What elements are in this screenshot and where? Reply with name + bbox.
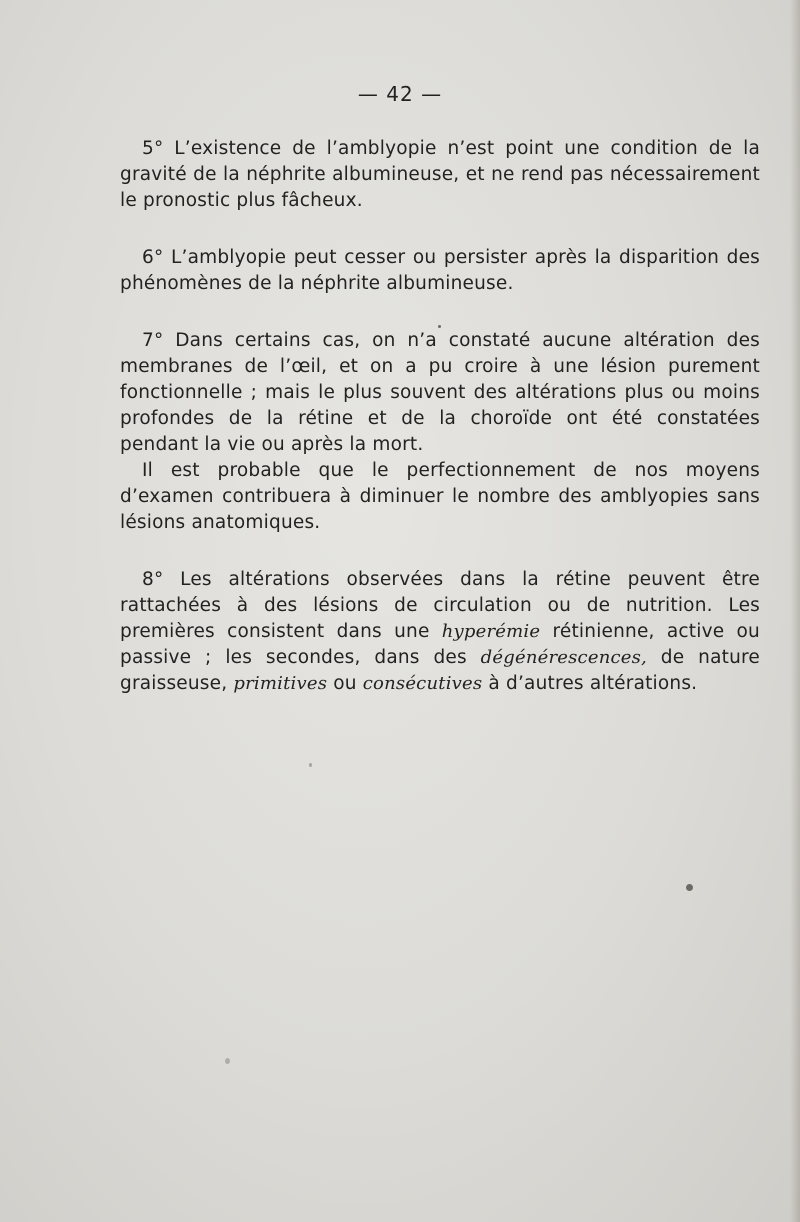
paragraph-8-italic-degenerescences: dégénérescences, — [480, 647, 647, 668]
paragraph-8-italic-consecutives: consécutives — [362, 673, 483, 694]
paper-speck — [225, 1058, 230, 1064]
paragraph-8-text-3: de nature graisseuse, — [120, 647, 760, 694]
paragraph-5: 5° L’existence de l’amblyopie n’est point une condition de la gravité de la néphrite albumineuse, et ne rend pas nécessairement le pronostic plus fâcheux. — [120, 138, 760, 211]
paragraph-8-italic-hyperemie: hyperémie — [441, 621, 541, 642]
paragraph-8 — [120, 567, 760, 697]
paragraph-8-text-4: ou — [327, 673, 363, 694]
paragraph-8-text-2: rétinienne, active ou passive ; les secondes, dans des — [120, 621, 760, 668]
page-edge-shadow — [790, 0, 800, 1222]
paper-speck — [686, 884, 693, 891]
paragraph-7: 7° Dans certains cas, on n’a constaté aucune altération des membranes de l’œil, et on a pu croire à une lésion purement fonctionnelle ; mais le plus souvent des altérations plus ou moins profondes de la rétine et de la choroïde ont été constatées pendant la vie ou après la mort. — [120, 330, 760, 455]
paragraph-8-italic-primitives: primitives — [233, 673, 328, 694]
page-body — [120, 136, 760, 697]
paragraph-7-continuation: Il est probable que le perfectionnement de nos moyens d’examen contribuera à diminuer le nombre des amblyopies sans lésions anatomiques. — [120, 460, 760, 533]
paragraph-8-text-1: 8° Les altérations observées dans la rétine peuvent être rattachées à des lésions de circulation ou de nutrition. Les premières consistent dans une — [120, 569, 760, 642]
page-number: — 42 — — [357, 82, 443, 106]
paper-speck — [309, 763, 312, 767]
paragraph-8-text-5: à d’autres altérations. — [482, 673, 698, 694]
paragraph-6: 6° L’amblyopie peut cesser ou persister après la disparition des phénomènes de la néphrite albumineuse. — [120, 247, 760, 294]
paper-speck — [438, 325, 441, 328]
